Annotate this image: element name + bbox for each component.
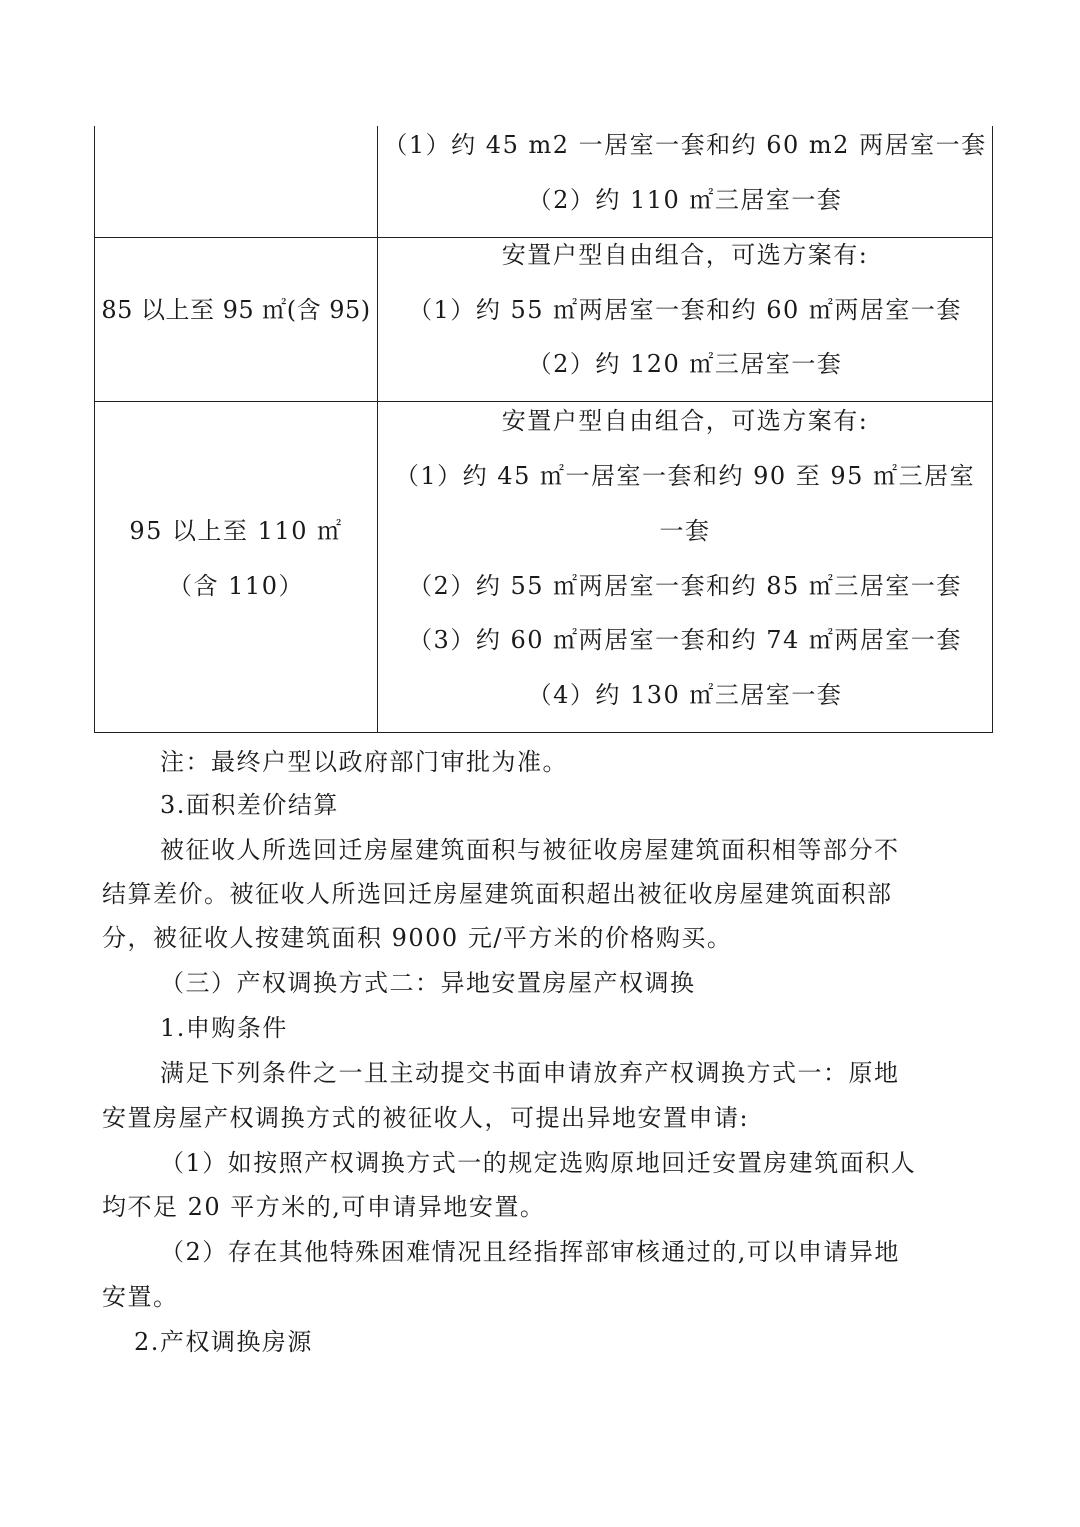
- section-heading: （三）产权调换方式二：异地安置房屋产权调换: [160, 969, 696, 997]
- table-cell-text: （1）约 45 ㎡一居室一套和约 90 至 95 ㎡三居室: [394, 462, 976, 490]
- table-border-bottom: [94, 732, 993, 733]
- section-heading: 1.申购条件: [160, 1014, 288, 1042]
- table-cell-area-range: （含 110）: [168, 572, 304, 600]
- paragraph-line: 安置。: [102, 1283, 179, 1311]
- paragraph-line: 被征收人所选回迁房屋建筑面积与被征收房屋建筑面积相等部分不: [160, 836, 900, 864]
- table-cell-area-range: 95 以上至 110 ㎡: [129, 517, 343, 545]
- section-heading: 2.产权调换房源: [134, 1328, 313, 1356]
- table-cell-text: （2）约 120 ㎡三居室一套: [527, 350, 843, 378]
- note-line: 注：最终户型以政府部门审批为准。: [160, 748, 568, 776]
- section-heading: 3.面积差价结算: [160, 791, 339, 819]
- paragraph-line: 均不足 20 平方米的,可申请异地安置。: [102, 1193, 546, 1221]
- paragraph-line: （2）存在其他特殊困难情况且经指挥部审核通过的,可以申请异地: [160, 1238, 900, 1266]
- table-cell-text: （4）约 130 ㎡三居室一套: [527, 681, 843, 709]
- table-cell-text: （2）约 55 ㎡两居室一套和约 85 ㎡三居室一套: [408, 572, 962, 600]
- table-border-left: [94, 126, 95, 733]
- table-cell-text: 安置户型自由组合，可选方案有:: [501, 407, 869, 435]
- table-cell-text: 安置户型自由组合，可选方案有:: [501, 241, 869, 269]
- table-cell-text: （1）约 55 ㎡两居室一套和约 60 ㎡两居室一套: [408, 296, 962, 324]
- paragraph-line: 安置房屋产权调换方式的被征收人，可提出异地安置申请:: [102, 1104, 750, 1132]
- table-cell-area-range: 85 以上至 95 ㎡(含 95): [101, 296, 371, 324]
- paragraph-line: 满足下列条件之一且主动提交书面申请放弃产权调换方式一：原地: [160, 1059, 900, 1087]
- table-border-right: [992, 126, 993, 733]
- table-cell-text: （1）约 45 m2 一居室一套和约 60 m2 两居室一套: [383, 131, 987, 159]
- table-cell-text: 一套: [659, 517, 711, 545]
- table-cell-text: （3）约 60 ㎡两居室一套和约 74 ㎡两居室一套: [408, 626, 962, 654]
- paragraph-line: （1）如按照产权调换方式一的规定选购原地回迁安置房建筑面积人: [160, 1149, 917, 1177]
- paragraph-line: 结算差价。被征收人所选回迁房屋建筑面积超出被征收房屋建筑面积部: [102, 880, 893, 908]
- table-cell-text: （2）约 110 ㎡三居室一套: [527, 186, 843, 214]
- paragraph-line: 分，被征收人按建筑面积 9000 元/平方米的价格购买。: [102, 924, 733, 952]
- table-row-divider: [94, 401, 993, 402]
